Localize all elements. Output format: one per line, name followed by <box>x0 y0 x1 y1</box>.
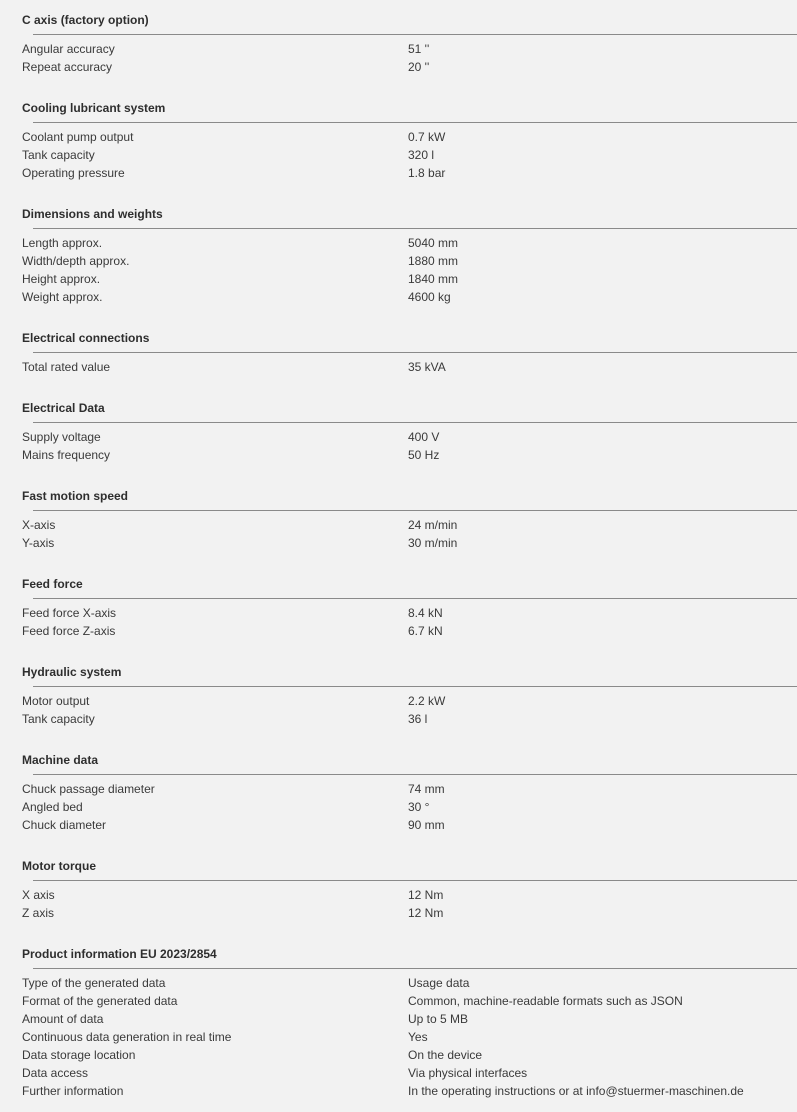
spec-label: Motor output <box>22 694 90 708</box>
spec-row <box>22 146 797 164</box>
section-title: Motor torque <box>22 859 96 873</box>
section-divider <box>33 598 797 599</box>
spec-label: Continuous data generation in real time <box>22 1030 232 1044</box>
spec-row <box>22 234 797 252</box>
spec-rows <box>22 34 797 88</box>
spec-label: Chuck diameter <box>22 818 107 832</box>
spec-label: Format of the generated data <box>22 994 178 1008</box>
spec-value: 320 l <box>408 148 435 162</box>
spec-label: Operating pressure <box>22 166 125 180</box>
spec-label: Coolant pump output <box>22 130 134 144</box>
section-title: Hydraulic system <box>22 665 122 679</box>
spec-rows <box>22 228 797 318</box>
spec-label: Amount of data <box>22 1012 104 1026</box>
spec-row <box>22 40 797 58</box>
spec-label: Type of the generated data <box>22 976 166 990</box>
spec-label: Height approx. <box>22 272 101 286</box>
spec-section <box>0 88 797 194</box>
spec-label: Mains frequency <box>22 448 111 462</box>
spec-rows <box>22 968 797 1112</box>
spec-value: On the device <box>408 1048 483 1062</box>
spec-value: 1880 mm <box>408 254 459 268</box>
section-title: Feed force <box>22 577 83 591</box>
spec-rows <box>22 598 797 652</box>
spec-row <box>22 270 797 288</box>
section-title: Fast motion speed <box>22 489 129 503</box>
spec-row <box>22 516 797 534</box>
section-title: Electrical Data <box>22 401 105 415</box>
spec-rows <box>22 422 797 476</box>
spec-row <box>22 816 797 834</box>
spec-section <box>0 934 797 1112</box>
spec-value: 12 Nm <box>408 906 444 920</box>
spec-label: X-axis <box>22 518 56 532</box>
section-divider <box>33 510 797 511</box>
spec-row <box>22 252 797 270</box>
spec-label: Chuck passage diameter <box>22 782 155 796</box>
spec-value: 8.4 kN <box>408 606 443 620</box>
section-divider <box>33 34 797 35</box>
spec-value: 35 kVA <box>408 360 446 374</box>
spec-row <box>22 604 797 622</box>
spec-value: 90 mm <box>408 818 445 832</box>
spec-label: Feed force Z-axis <box>22 624 116 638</box>
spec-rows <box>22 352 797 388</box>
section-divider <box>33 880 797 881</box>
spec-label: Data access <box>22 1066 89 1080</box>
spec-row <box>22 992 797 1010</box>
spec-row <box>22 358 797 376</box>
spec-row <box>22 692 797 710</box>
spec-value: Up to 5 MB <box>408 1012 469 1026</box>
spec-label: Weight approx. <box>22 290 103 304</box>
section-divider <box>33 352 797 353</box>
spec-row <box>22 1064 797 1082</box>
spec-value: 30 m/min <box>408 536 458 550</box>
spec-value: Common, machine-readable formats such as JSON <box>408 994 683 1008</box>
section-title: Machine data <box>22 753 99 767</box>
spec-value: 0.7 kW <box>408 130 446 144</box>
spec-label: Supply voltage <box>22 430 101 444</box>
spec-label: Total rated value <box>22 360 111 374</box>
spec-rows <box>22 122 797 194</box>
spec-row <box>22 780 797 798</box>
section-divider <box>33 968 797 969</box>
spec-row <box>22 710 797 728</box>
spec-value: 4600 kg <box>408 290 451 304</box>
spec-row <box>22 164 797 182</box>
spec-rows <box>22 686 797 740</box>
spec-label: Tank capacity <box>22 712 95 726</box>
spec-row <box>22 1082 797 1100</box>
spec-label: Width/depth approx. <box>22 254 130 268</box>
section-divider <box>33 686 797 687</box>
section-divider <box>33 774 797 775</box>
spec-label: Repeat accuracy <box>22 60 113 74</box>
spec-value: 400 V <box>408 430 440 444</box>
spec-label: Z axis <box>22 906 55 920</box>
spec-row <box>22 288 797 306</box>
spec-label: Angled bed <box>22 800 83 814</box>
section-title: Dimensions and weights <box>22 207 163 221</box>
spec-label: Y-axis <box>22 536 55 550</box>
spec-section <box>0 318 797 388</box>
section-title: C axis (factory option) <box>22 13 149 27</box>
spec-value: 1.8 bar <box>408 166 446 180</box>
section-title: Electrical connections <box>22 331 150 345</box>
spec-row <box>22 446 797 464</box>
spec-value: In the operating instructions or at info@stuermer-maschinen.de <box>408 1084 744 1098</box>
spec-label: Further information <box>22 1084 124 1098</box>
spec-value: 6.7 kN <box>408 624 443 638</box>
spec-section <box>0 740 797 846</box>
spec-section <box>0 194 797 318</box>
spec-section <box>0 476 797 564</box>
spec-row <box>22 1046 797 1064</box>
spec-value: 1840 mm <box>408 272 459 286</box>
spec-row <box>22 974 797 992</box>
spec-row <box>22 58 797 76</box>
spec-value: 5040 mm <box>408 236 459 250</box>
spec-rows <box>22 880 797 934</box>
spec-value: 20 '' <box>408 60 430 74</box>
spec-row <box>22 534 797 552</box>
spec-value: 36 l <box>408 712 428 726</box>
section-title: Product information EU 2023/2854 <box>22 947 217 961</box>
spec-row <box>22 1010 797 1028</box>
spec-label: X axis <box>22 888 55 902</box>
spec-value: Via physical interfaces <box>408 1066 528 1080</box>
spec-value: 30 ° <box>408 800 430 814</box>
spec-value: 12 Nm <box>408 888 444 902</box>
spec-row <box>22 904 797 922</box>
spec-row <box>22 428 797 446</box>
spec-value: 24 m/min <box>408 518 458 532</box>
section-divider <box>33 228 797 229</box>
spec-section <box>0 388 797 476</box>
spec-label: Angular accuracy <box>22 42 115 56</box>
spec-row <box>22 622 797 640</box>
spec-value: 2.2 kW <box>408 694 446 708</box>
spec-row <box>22 128 797 146</box>
spec-value: Yes <box>408 1030 428 1044</box>
spec-value: 51 '' <box>408 42 430 56</box>
spec-section <box>0 564 797 652</box>
spec-section <box>0 0 797 88</box>
spec-label: Tank capacity <box>22 148 95 162</box>
spec-row <box>22 886 797 904</box>
spec-rows <box>22 774 797 846</box>
spec-section <box>0 846 797 934</box>
spec-label: Data storage location <box>22 1048 136 1062</box>
spec-row <box>22 798 797 816</box>
spec-value: Usage data <box>408 976 470 990</box>
spec-label: Length approx. <box>22 236 103 250</box>
spec-row <box>22 1028 797 1046</box>
section-title: Cooling lubricant system <box>22 101 166 115</box>
spec-label: Feed force X-axis <box>22 606 117 620</box>
section-divider <box>33 422 797 423</box>
spec-value: 74 mm <box>408 782 445 796</box>
section-divider <box>33 122 797 123</box>
spec-value: 50 Hz <box>408 448 440 462</box>
spec-section <box>0 652 797 740</box>
spec-rows <box>22 510 797 564</box>
